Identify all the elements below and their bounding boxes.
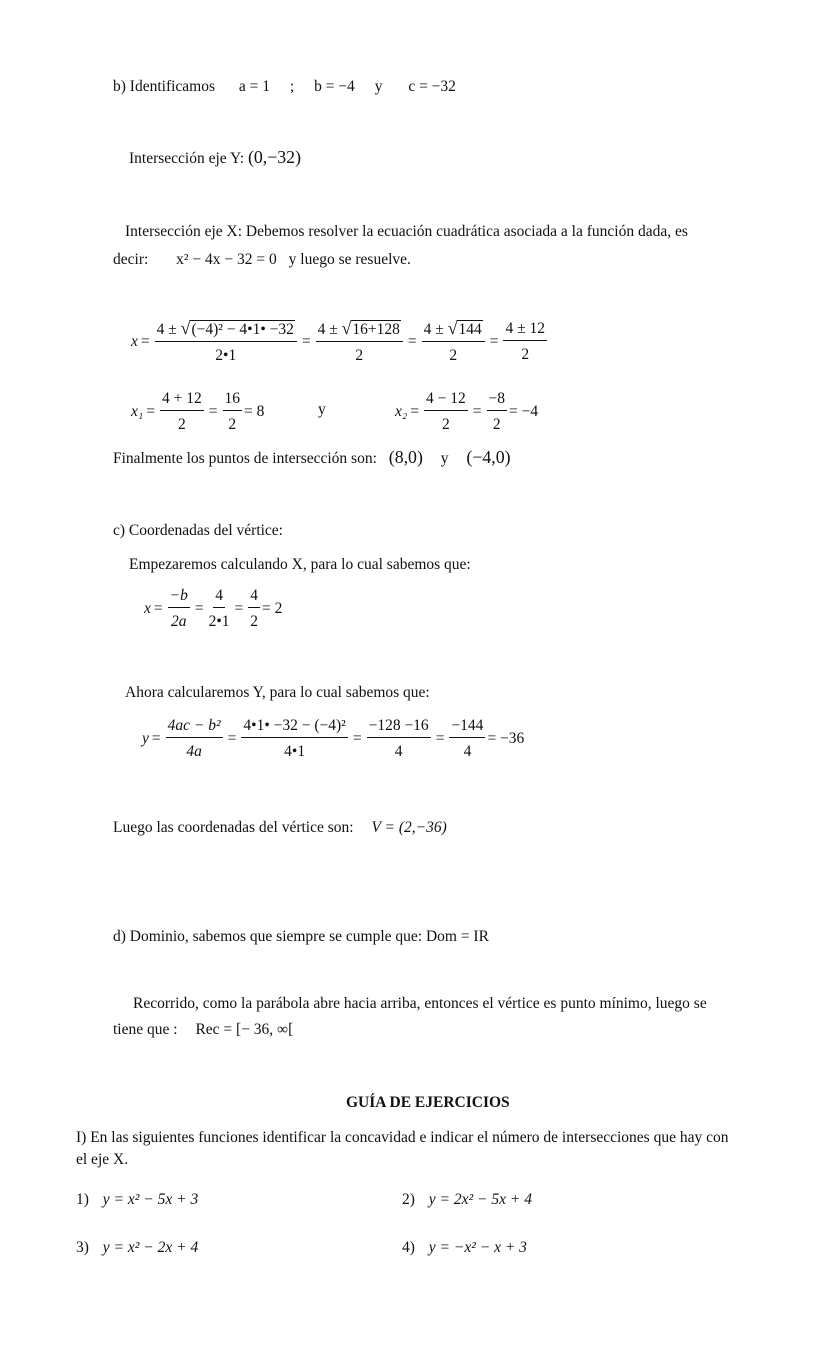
exercise-expression: y = 2x² − 5x + 4 <box>428 1191 532 1208</box>
fraction-4-denominator: 2 <box>521 345 530 363</box>
var-x: x <box>131 332 138 350</box>
point-2: (−4,0) <box>466 447 511 467</box>
vy-fraction-4-denominator: 4 <box>463 742 472 760</box>
vy-fraction-1-denominator: 4a <box>186 742 202 760</box>
vy-fraction-2-numerator: 4•1• −32 − (−4)² <box>241 718 347 738</box>
guide-title: GUÍA DE EJERCICIOS <box>346 1094 510 1111</box>
x1-fraction-2 <box>223 391 243 432</box>
exercise-number: 2) <box>402 1191 415 1208</box>
x-intersection-line2 <box>113 252 411 268</box>
vertex-result <box>113 820 447 836</box>
x2-fraction-1-denominator: 2 <box>442 415 450 433</box>
vy-result: = −36 <box>487 729 525 747</box>
root-x2: x₂ = $\frac{4 - 12}{2}$ = $\frac{-8}{2}$ = −4 <box>395 390 539 433</box>
range-set: Rec = [− 36, ∞[ <box>195 1021 294 1038</box>
fraction-3-prefix: 4 ± <box>423 321 444 338</box>
vx-result: = 2 <box>262 599 283 617</box>
vx-fraction-2 <box>209 588 230 629</box>
var-x1: x₁ <box>131 402 144 420</box>
fraction-1: 4 ± √ (−4)² − 4•1• −32 2•1 <box>155 320 297 363</box>
vy-fraction-2 <box>241 718 347 759</box>
fraction-1-radicand: (−4)² − 4•1• −32 <box>191 321 294 339</box>
guide-intro: I) En las siguientes funciones identificar la concavidad e indicar el número de intersecciones que hay con el eje X. <box>76 1129 729 1168</box>
var-y: y <box>142 729 149 747</box>
x2-fraction-2-denominator: 2 <box>492 415 501 433</box>
section-c-label: c) Coordenadas del vértice: <box>113 522 283 539</box>
exercise-expression: y = −x² − x + 3 <box>428 1239 527 1256</box>
vy-fraction-3-numerator: −128 −16 <box>367 718 431 738</box>
vx-fraction-3-numerator: 4 <box>248 588 260 608</box>
fraction-4 <box>503 321 547 362</box>
x1-fraction-2-numerator: 16 <box>223 391 243 411</box>
vertex-label: Luego las coordenadas del vértice son: <box>113 819 354 836</box>
fraction-2: 4 ± √ 16+128 2 <box>316 320 403 363</box>
var-x: x <box>144 599 151 617</box>
fraction-4-numerator: 4 ± 12 <box>503 321 547 341</box>
y-intersection-point: (0,−32) <box>247 147 302 167</box>
equals: = <box>407 332 417 350</box>
exercise-4 <box>402 1240 527 1256</box>
equals: = <box>140 332 150 350</box>
separator: ; <box>289 78 295 95</box>
range-line1: Recorrido, como la parábola abre hacia arriba, entonces el vértice es punto mínimo, luego se <box>133 995 707 1012</box>
exercise-number: 4) <box>402 1239 415 1256</box>
x2-fraction-2 <box>487 391 508 432</box>
vx-fraction-1 <box>168 588 190 629</box>
x2-fraction-2-numerator: −8 <box>487 391 508 411</box>
vx-fraction-3 <box>248 588 260 629</box>
x-intersection-text <box>113 218 738 246</box>
vx-fraction-2-numerator: 4 <box>213 588 225 608</box>
final-points-label: Finalmente los puntos de intersección son: <box>113 450 377 467</box>
section-d-domain: d) Dominio, sabemos que siempre se cumple que: Dom = IR <box>113 928 489 945</box>
vy-fraction-2-denominator: 4•1 <box>284 742 306 760</box>
fraction-1-prefix: 4 ± <box>156 321 177 338</box>
vy-fraction-4 <box>449 718 485 759</box>
fraction-3: 4 ± √ 144 2 <box>422 320 485 363</box>
decir-word: decir: <box>113 251 149 268</box>
var-x2: x₂ <box>395 402 408 420</box>
b-value: b = −4 <box>314 78 355 95</box>
vy-fraction-4-numerator: −144 <box>449 718 485 738</box>
quadratic-formula <box>131 320 549 363</box>
fraction-2-radicand: 16+128 <box>352 321 400 339</box>
c-value: c = −32 <box>408 78 456 95</box>
exercise-number: 3) <box>76 1239 89 1256</box>
fraction-1-denominator: 2•1 <box>215 346 237 364</box>
x1-fraction-1-numerator: 4 + 12 <box>160 391 204 411</box>
x2-fraction-1 <box>424 391 468 432</box>
vx-fraction-1-numerator: −b <box>169 587 188 604</box>
x1-result: = 8 <box>244 402 265 420</box>
x-intersection-line1: Intersección eje X: Debemos resolver la ecuación cuadrática asociada a la función dada, es <box>125 223 688 240</box>
y-intersection-label: Intersección eje Y: <box>129 150 245 167</box>
exercise-3 <box>76 1240 198 1256</box>
x1-fraction-2-denominator: 2 <box>228 415 237 433</box>
quadratic-equation: x² − 4x − 32 = 0 <box>176 251 277 268</box>
vx-fraction-3-denominator: 2 <box>250 612 259 630</box>
final-points-conjunction: y <box>440 450 449 467</box>
vertex-y-formula: y = $\frac{\text{4ac − b²}}{4a}$ = $\frac{\text{4•1• −32 − (−4)²}}{4•1}$ = $\frac{-128 -16}{4}$ = $\frac{-144}{4}$ = −36 <box>142 717 525 760</box>
x1-fraction-1 <box>160 391 204 432</box>
vertex-x-formula: x = $\frac{-b}{2a}$ = $\frac{4}{2•1}$ = $\frac{4}{2}$ = 2 <box>144 587 283 630</box>
point-1: (8,0) <box>388 447 423 467</box>
exercise-1 <box>76 1192 198 1208</box>
vx-fraction-2-denominator: 2•1 <box>208 612 230 630</box>
vy-fraction-3-denominator: 4 <box>394 742 403 760</box>
exercise-2 <box>402 1192 532 1208</box>
fraction-2-prefix: 4 ± <box>317 321 338 338</box>
vy-fraction-1 <box>166 718 223 759</box>
equals: = <box>301 332 311 350</box>
root-x1: x₁ = $\frac{4 + 12}{2}$ = $\frac{16}{2}$ = 8 <box>131 390 265 433</box>
exercise-number: 1) <box>76 1191 89 1208</box>
then-text: y luego se resuelve. <box>288 251 411 268</box>
x2-fraction-1-numerator: 4 − 12 <box>424 391 468 411</box>
vertex-y-intro: Ahora calcularemos Y, para lo cual sabemos que: <box>125 684 430 701</box>
vy-fraction-1-numerator: 4ac − b² <box>167 717 221 734</box>
vy-fraction-3 <box>367 718 431 759</box>
fraction-2-denominator: 2 <box>355 346 364 364</box>
vertex-coordinates: V = (2,−36) <box>371 819 447 836</box>
x1-fraction-1-denominator: 2 <box>178 415 186 433</box>
final-points <box>113 449 511 467</box>
fraction-3-radicand: 144 <box>458 321 482 339</box>
fraction-3-denominator: 2 <box>449 346 458 364</box>
conjunction-y: y <box>374 78 383 95</box>
x2-result: = −4 <box>509 402 539 420</box>
section-b <box>113 79 456 95</box>
vx-fraction-1-denominator: 2a <box>171 612 187 630</box>
roots-conjunction: y <box>318 401 326 418</box>
vertex-x-intro: Empezaremos calculando X, para lo cual sabemos que: <box>129 556 471 573</box>
range-prefix: tiene que : <box>113 1021 178 1038</box>
a-value: a = 1 <box>238 78 271 95</box>
y-intersection <box>129 149 301 167</box>
equals: = <box>489 332 499 350</box>
range-line2 <box>113 1022 293 1038</box>
section-b-label: b) Identificamos <box>113 78 216 95</box>
exercise-expression: y = x² − 5x + 3 <box>102 1191 199 1208</box>
exercise-expression: y = x² − 2x + 4 <box>102 1239 199 1256</box>
